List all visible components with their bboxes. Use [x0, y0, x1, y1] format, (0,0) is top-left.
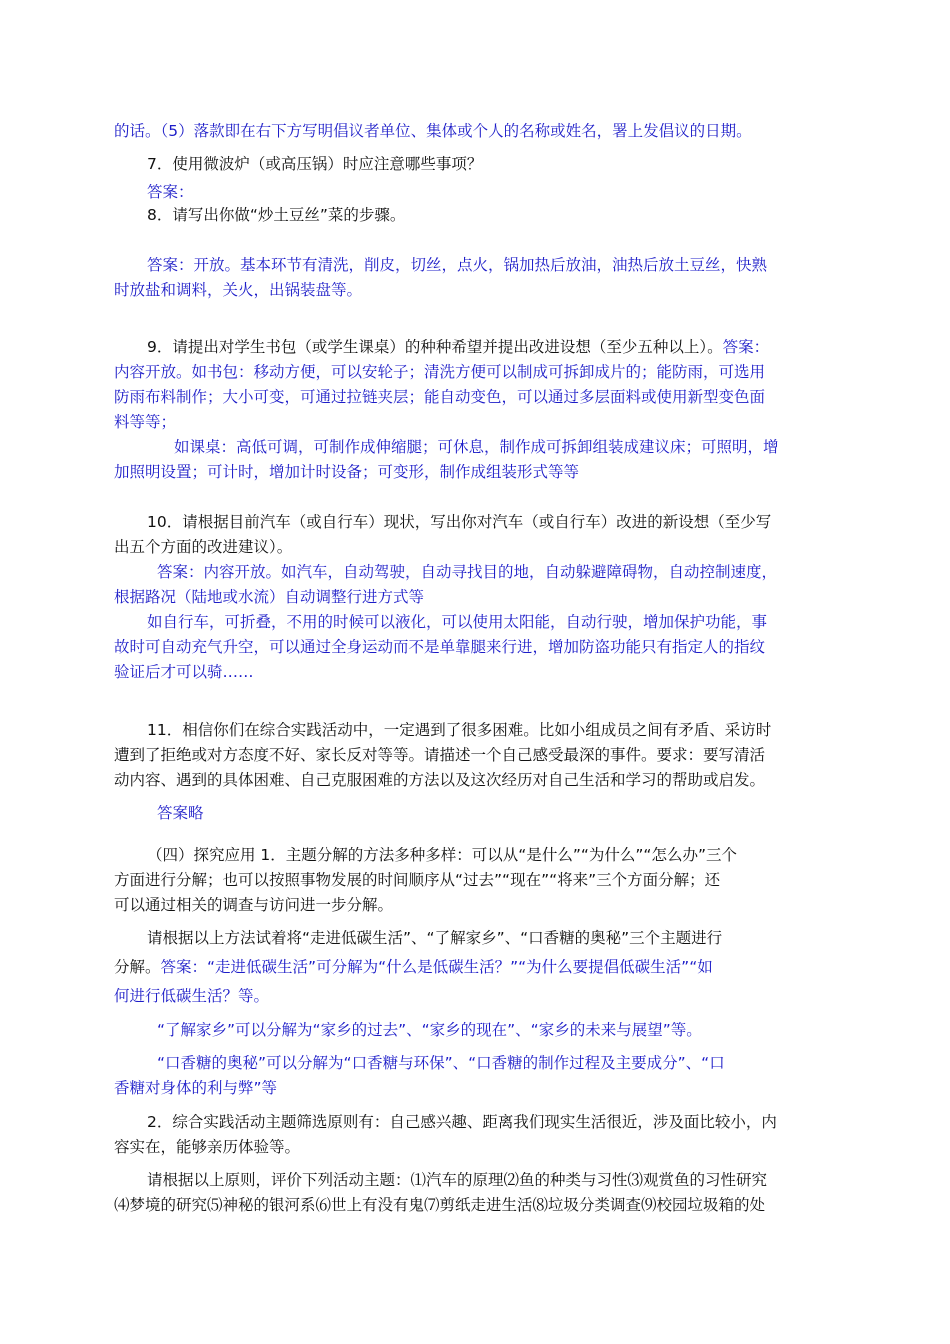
question-10-cont: 出五个方面的改进建议）。: [114, 538, 293, 556]
answer-8: 答案：开放。基本环节有清洗，削皮，切丝，点火，锅加热后放油，油热后放土豆丝，快熟: [147, 256, 768, 274]
answer-11: 答案略: [157, 804, 204, 822]
section-4-intro-cont: 方面进行分解；也可以按照事物发展的时间顺序从“过去”“现在”“将来”三个方面分解；还: [114, 871, 721, 889]
section-4-answer-hometown: “了解家乡”可以分解为“家乡的过去”、“家乡的现在”、“家乡的未来与展望”等。: [157, 1021, 702, 1039]
answer-9-cont: 料等等；: [114, 413, 177, 431]
question-11: 11．相信你们在综合实践活动中，一定遇到了很多困难。比如小组成员之间有矛盾、采访时: [147, 721, 772, 739]
section-4-task: 请根据以上方法试着将“走进低碳生活”、“了解家乡”、“口香糖的奥秘”三个主题进行: [147, 929, 723, 947]
answer-10-cont: 根据路况（陆地或水流）自动调整行进方式等: [114, 588, 425, 606]
answer-10-bike-cont: 故时可自动充气升空，可以通过全身运动而不是单靠腿来行进，增加防盗功能只有指定人的指纹: [114, 638, 766, 656]
section-4-item-2: 2．综合实践活动主题筛选原则有：自己感兴趣、距离我们现实生活很近，涉及面比较小，内: [147, 1113, 777, 1131]
question-9: 9．请提出对学生书包（或学生课桌）的种种希望并提出改进设想（至少五种以上）。答案：: [147, 338, 770, 356]
section-4-item-2-task: 请根据以上原则，评价下列活动主题：⑴汽车的原理⑵鱼的种类与习性⑶观赏鱼的习性研究: [147, 1171, 768, 1189]
section-4-item-2-cont: 容实在，能够亲历体验等。: [114, 1138, 301, 1156]
section-4-task-answer: 分解。答案：“走进低碳生活”可分解为“什么是低碳生活？”“为什么要提倡低碳生活”“如: [114, 958, 713, 976]
question-7: 7．使用微波炉（或高压锅）时应注意哪些事项？: [147, 155, 483, 173]
section-4-intro-cont: 可以通过相关的调查与访问进一步分解。: [114, 896, 394, 914]
answer-9: 内容开放。如书包：移动方便，可以安轮子；清洗方便可以制成可拆卸成片的；能防雨，可选用: [114, 363, 766, 381]
section-4-answer-cont: 何进行低碳生活？等。: [114, 987, 270, 1005]
answer-9-desk-cont: 加照明设置；可计时，增加计时设备；可变形，制作成组装形式等等: [114, 463, 580, 481]
text-line: 的话。（5）落款即在右下方写明倡议者单位、集体或个人的名称或姓名，署上发倡议的日期。: [114, 122, 752, 140]
answer-10-bike: 如自行车，可折叠，不用的时候可以液化，可以使用太阳能，自动行驶，增加保护功能，事: [147, 613, 768, 631]
section-4-item-2-task-cont: ⑷梦境的研究⑸神秘的银河系⑹世上有没有鬼⑺剪纸走进生活⑻垃圾分类调查⑼校园垃圾箱的处: [114, 1196, 766, 1214]
question-11-cont: 遭到了拒绝或对方态度不好、家长反对等等。请描述一个自己感受最深的事件。要求：要写清活: [114, 746, 766, 764]
answer-7: 答案：: [147, 183, 194, 201]
answer-8-cont: 时放盐和调料，关火，出锅装盘等。: [114, 281, 363, 299]
section-4-answer-gum: “口香糖的奥秘”可以分解为“口香糖与环保”、“口香糖的制作过程及主要成分”、“口: [157, 1054, 725, 1072]
question-10: 10．请根据目前汽车（或自行车）现状，写出你对汽车（或自行车）改进的新设想（至少写: [147, 513, 772, 531]
section-4-intro: （四）探究应用 1．主题分解的方法多种多样：可以从“是什么”“为什么”“怎么办”三个: [147, 846, 737, 864]
question-8: 8．请写出你做“炒土豆丝”菜的步骤。: [147, 206, 406, 224]
answer-9-cont: 防雨布料制作；大小可变，可通过拉链夹层；能自动变色，可以通过多层面料或使用新型变色面: [114, 388, 766, 406]
answer-9-desk: 如课桌：高低可调，可制作成伸缩腿；可休息，制作成可拆卸组装成建议床；可照明，增: [174, 438, 779, 456]
section-4-answer-gum-cont: 香糖对身体的利与弊”等: [114, 1079, 278, 1097]
question-11-cont: 动内容、遇到的具体困难、自己克服困难的方法以及这次经历对自己生活和学习的帮助或启发。: [114, 771, 766, 789]
answer-10: 答案：内容开放。如汽车，自动驾驶，自动寻找目的地，自动躲避障碍物，自动控制速度，: [157, 563, 778, 581]
answer-10-bike-cont: 验证后才可以骑……: [114, 663, 254, 681]
